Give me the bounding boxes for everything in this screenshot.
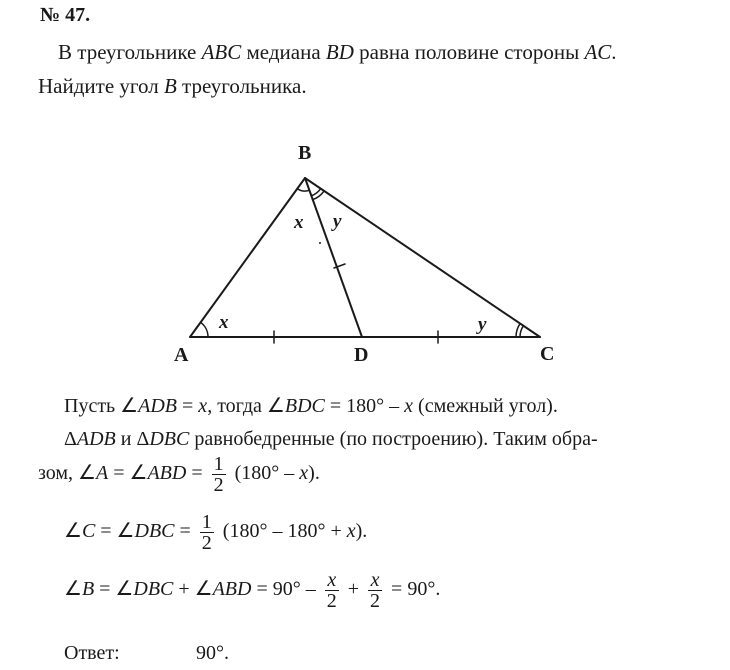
angle-label-y-at-b: y xyxy=(333,211,342,232)
fraction-x-over-2 xyxy=(325,570,339,611)
text-run: DBC xyxy=(149,428,190,450)
text-run: x xyxy=(346,520,356,543)
line3-pre xyxy=(38,462,208,484)
solution-line-2 xyxy=(64,428,598,451)
fraction-numerator: x xyxy=(368,570,382,591)
text-run: ABC xyxy=(201,40,242,64)
problem-number: № 47. xyxy=(40,4,91,26)
text-run: DBC xyxy=(133,578,174,601)
text-run: ). xyxy=(308,462,320,485)
text-run: A xyxy=(96,462,109,485)
answer-value: 90°. xyxy=(196,642,229,664)
vertex-label-c: C xyxy=(540,343,555,365)
text-run: ). xyxy=(355,520,368,543)
line4-post xyxy=(218,520,368,542)
angle-label-x-at-a: x xyxy=(219,312,229,333)
arc-angle-a xyxy=(201,322,208,337)
fraction-denominator: 2 xyxy=(370,590,381,612)
text-run: = ∠ xyxy=(94,578,134,601)
vertex-label-d: D xyxy=(354,344,369,366)
angle-label-x-at-b: x xyxy=(294,212,304,233)
text-run: C xyxy=(81,520,96,543)
text-run: (смежный угол). xyxy=(413,395,558,417)
text-run: + ∠ xyxy=(173,578,213,601)
line4-pre xyxy=(64,520,196,542)
text-run: треугольника. xyxy=(176,74,307,98)
text-run: AC xyxy=(584,40,612,64)
text-run: . xyxy=(611,40,617,64)
text-run: ABD xyxy=(212,578,252,601)
text-run: зом, ∠ xyxy=(38,462,96,485)
text-run: (180° – 180° + xyxy=(217,520,347,543)
fraction-x-over-2 xyxy=(368,570,382,611)
fraction-one-half xyxy=(212,454,226,495)
text-run: равна половине стороны xyxy=(353,40,585,64)
text-run: = ∠ xyxy=(95,520,135,543)
text-run: (180° – xyxy=(229,462,300,485)
fraction-numerator: 1 xyxy=(201,511,212,533)
arc-angle-b-right xyxy=(311,189,321,196)
text-run: Δ xyxy=(64,428,77,450)
text-run: медиана xyxy=(241,40,326,64)
fraction-one-half xyxy=(200,512,214,553)
text-run: x xyxy=(299,462,309,485)
text-run: x xyxy=(404,395,414,417)
text-run: В треугольнике xyxy=(58,40,202,64)
text-run: Найдите угол xyxy=(38,74,164,98)
text-run: ABD xyxy=(147,462,187,485)
text-run: B xyxy=(163,74,177,98)
side-ab xyxy=(190,178,305,337)
text-run: BDC xyxy=(284,395,325,417)
median-bd xyxy=(305,178,362,337)
solution-line-5 xyxy=(64,570,440,611)
text-run: = xyxy=(177,395,199,417)
text-run: = ∠ xyxy=(108,462,148,485)
solution-line-3 xyxy=(38,454,320,495)
solution-line-1 xyxy=(64,393,558,418)
text-run: Пусть ∠ xyxy=(64,395,139,417)
fraction-denominator: 2 xyxy=(213,474,224,496)
line5-pre xyxy=(64,578,321,600)
text-run: и Δ xyxy=(115,428,150,450)
arc-angle-c-inner xyxy=(520,326,523,337)
text-run: DBC xyxy=(134,520,175,543)
fraction-numerator: 1 xyxy=(213,453,224,475)
fraction-denominator: 2 xyxy=(326,590,337,612)
angle-label-y-at-c: y xyxy=(478,314,487,335)
text-run: ∠ xyxy=(64,520,82,543)
line3-post xyxy=(230,462,320,484)
arc-angle-b-left xyxy=(297,189,309,191)
stray-dot xyxy=(319,242,321,244)
text-run: = xyxy=(186,462,208,485)
side-bc xyxy=(305,178,540,337)
text-run: x xyxy=(198,395,208,417)
answer-label: Ответ: xyxy=(64,642,120,664)
text-run: = xyxy=(174,520,196,543)
text-run: ADB xyxy=(138,395,178,417)
fraction-numerator: x xyxy=(325,570,339,591)
solution-line-4 xyxy=(64,512,367,553)
text-run: = 180° – xyxy=(324,395,405,417)
fraction-denominator: 2 xyxy=(201,532,212,554)
vertex-label-a: A xyxy=(174,344,189,366)
line5-post: = 90°. xyxy=(386,578,441,601)
text-run: ADB xyxy=(76,428,116,450)
text-run: B xyxy=(81,578,95,601)
text-run: , тогда ∠ xyxy=(207,395,285,417)
text-run: равнобедренные (по построению). Таким обра- xyxy=(189,428,598,450)
line5-mid: + xyxy=(342,578,365,601)
vertex-label-b: B xyxy=(298,142,312,164)
text-run: ∠ xyxy=(64,578,82,601)
text-run: BD xyxy=(325,40,354,64)
text-run: = 90° – xyxy=(251,578,321,601)
